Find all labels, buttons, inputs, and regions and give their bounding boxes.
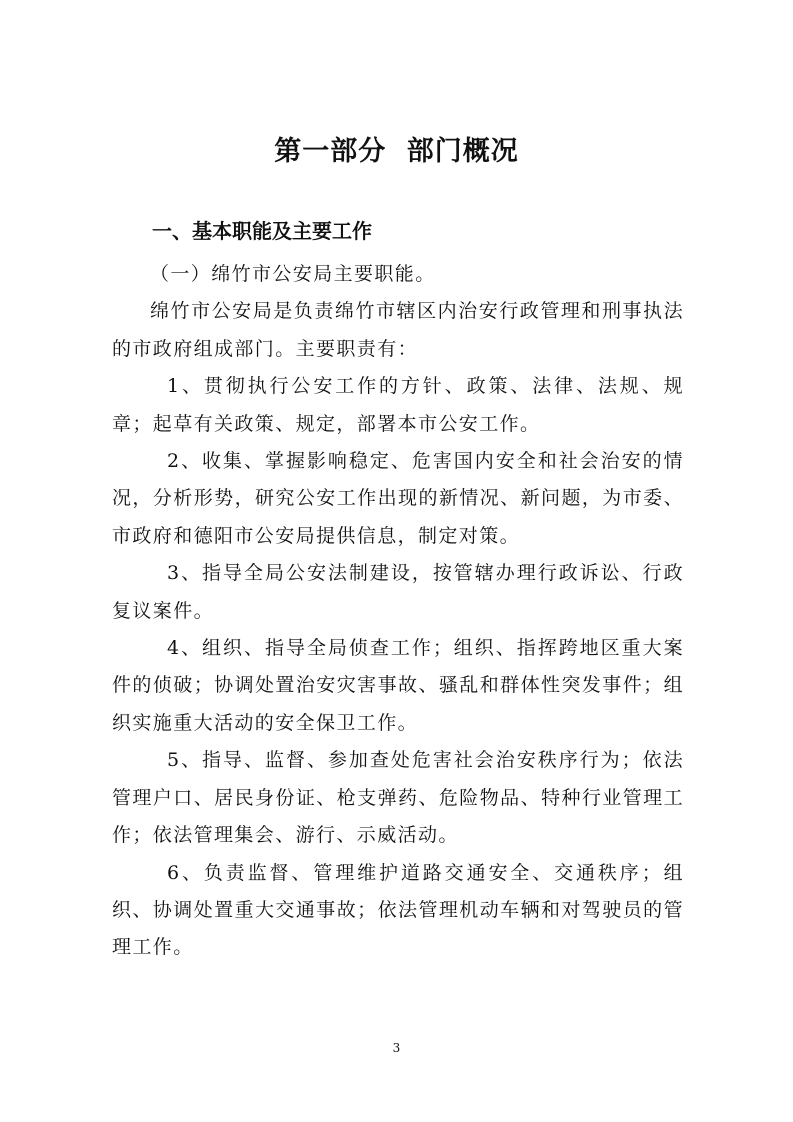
page-number: 3 — [392, 1041, 401, 1055]
duty-item-1: 1、贯彻执行公安工作的方针、政策、法律、法规、规章；起草有关政策、规定，部署本市公安工作。 — [112, 375, 684, 435]
section-heading: 一、基本职能及主要工作 — [152, 219, 372, 243]
document-body — [112, 256, 684, 967]
duty-item-5: 5、指导、监督、参加查处危害社会治安秩序行为；依法管理户口、居民身份证、枪支弹药、危险物品、特种行业管理工作；依法管理集会、游行、示威活动。 — [112, 749, 684, 847]
intro-paragraph: 绵竹市公安局是负责绵竹市辖区内治安行政管理和刑事执法的市政府组成部门。主要职责有： — [112, 300, 684, 360]
duty-item-2: 2、收集、掌握影响稳定、危害国内安全和社会治安的情况，分析形势，研究公安工作出现的新情况、新问题，为市委、市政府和德阳市公安局提供信息，制定对策。 — [112, 450, 684, 547]
duty-item-3: 3、指导全局公安法制建设，按管辖办理行政诉讼、行政复议案件。 — [112, 562, 684, 622]
page-title: 第一部分 部门概况 — [274, 136, 519, 167]
duty-item-4: 4、组织、指导全局侦查工作；组织、指挥跨地区重大案件的侦破；协调处置治安灾害事故、骚乱和群体性突发事件；组织实施重大活动的安全保卫工作。 — [112, 637, 684, 734]
subsection-heading: （一）绵竹市公安局主要职能。 — [150, 263, 436, 285]
duty-item-6: 6、负责监督、管理维护道路交通安全、交通秩序；组织、协调处置重大交通事故；依法管理机动车辆和对驾驶员的管理工作。 — [112, 861, 684, 959]
